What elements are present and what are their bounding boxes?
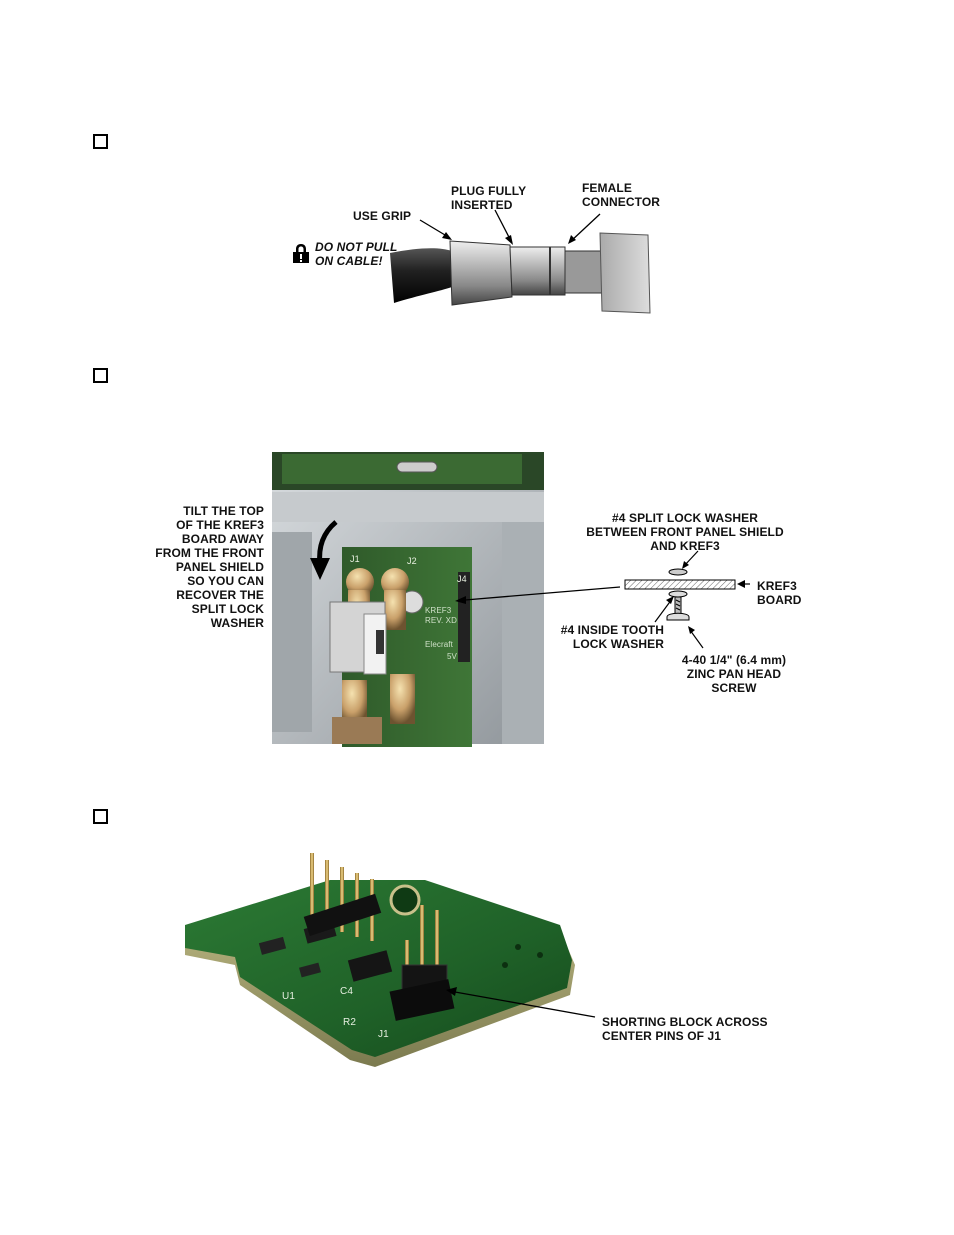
pcb-c4-label: C4 [340, 986, 353, 997]
warning-label: DO NOT PULL ON CABLE! [315, 240, 398, 268]
pcb-u1-label: U1 [282, 991, 295, 1002]
kref3-board-label: KREF3 BOARD [757, 579, 802, 607]
pcb-j1-label: J1 [378, 1029, 389, 1040]
plug-inserted-label: PLUG FULLY INSERTED [451, 184, 527, 212]
shorting-block-label: SHORTING BLOCK ACROSS CENTER PINS OF J1 [602, 1015, 768, 1043]
use-grip-label: USE GRIP [353, 209, 412, 223]
photo-5v-label: 5V [447, 652, 457, 661]
photo-j2-label: J2 [407, 556, 417, 566]
pcb-r2-label: R2 [343, 1017, 356, 1028]
screw-label: 4-40 1/4" (6.4 mm) ZINC PAN HEAD SCREW [681, 653, 787, 695]
photo-kref-label: KREF3 [425, 606, 452, 615]
photo-elecraft-label: Elecraft [425, 640, 453, 649]
female-connector-label: FEMALE CONNECTOR [582, 181, 661, 209]
photo-rev-label: REV. XD [425, 616, 457, 625]
inside-washer-label: #4 INSIDE TOOTH LOCK WASHER [560, 623, 664, 651]
photo-j4-label: J4 [457, 574, 467, 584]
photo-j1-label: J1 [350, 554, 360, 564]
tilt-note-label: TILT THE TOP OF THE KREF3 BOARD AWAY FROM THE FRONT PANEL SHIELD SO YOU CAN RECOVER THE SPLIT LOCK WASHER [155, 504, 264, 630]
split-washer-label: #4 SPLIT LOCK WASHER BETWEEN FRONT PANEL SHIELD AND KREF3 [586, 511, 784, 553]
